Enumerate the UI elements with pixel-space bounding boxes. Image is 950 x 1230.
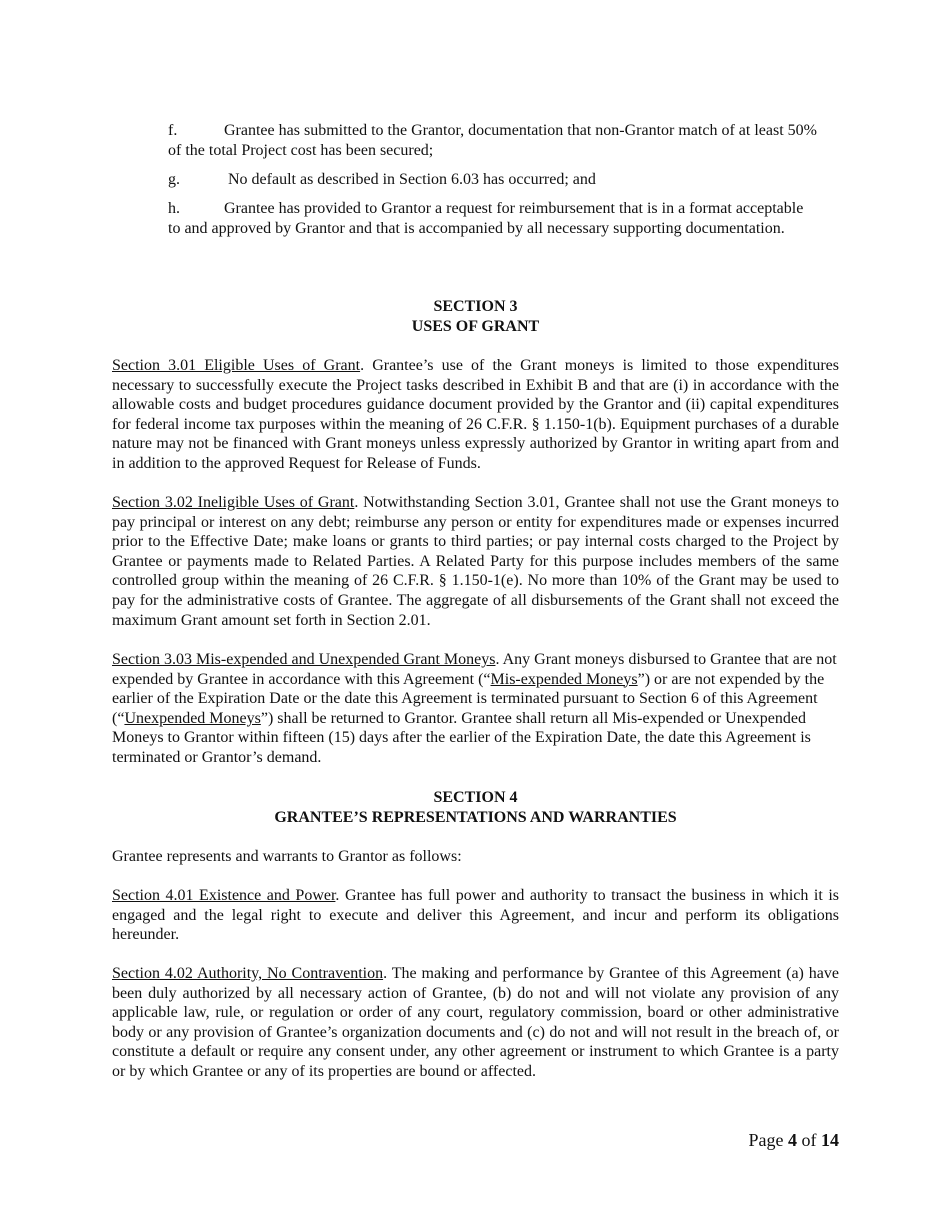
list-marker: h. (168, 200, 180, 217)
section-title: USES OF GRANT (411, 317, 540, 335)
section-3-02 (112, 493, 839, 630)
list-item-text: Grantee has submitted to the Grantor, documentation that non-Grantor match of at least 50% of the total Project cost has been secured; (168, 122, 817, 159)
clause-body: . The making and performance by Grantee of this Agreement (a) have been duly authorized by all necessary action of Grantee, (b) do not and will not violate any provision of any applicable law, rule, or regulation or order of any court, regulatory commission, board or other administrative body or any provision of Grantee’s organization documents and (c) do not and will not result in the breach of, or constitute a default or require any consent under, any other agreement or instrument to which Grantee is a party or by which Grantee or any of its properties are bound or affected. (112, 965, 840, 1080)
clause-body: . Notwithstanding Section 3.01, Grantee shall not use the Grant moneys to pay principal or interest on any debt; reimburse any person or entity for expenditures made or expenses incurred prior to the Effective Date; make loans or grants to third parties; or pay internal costs charged to the Project by Grantee or payments made to Related Parties. A Related Party for this purpose includes members of the same controlled group within the meaning of 26 C.F.R. § 1.150-1(e). No more than 10% of the Grant may be used to pay for the administrative costs of Grantee. The aggregate of all disbursements of the Grant shall not exceed the maximum Grant amount set forth in Section 2.01. (112, 494, 839, 629)
section-title: GRANTEE’S REPRESENTATIONS AND WARRANTIES (274, 808, 677, 826)
list-item-h (168, 199, 808, 238)
clause-title: Section 3.01 Eligible Uses of Grant (112, 357, 361, 374)
clause-title: Section 3.03 Mis-expended and Unexpended Grant Moneys (112, 651, 496, 668)
section-3-03 (112, 650, 842, 768)
defined-term: Unexpended Moneys (124, 709, 261, 727)
section-number: SECTION 4 (433, 789, 518, 806)
clause-body: . Grantee’s use of the Grant moneys is limited to those expenditures necessary to successfully execute the Project tasks described in Exhibit B and that are (i) in accordance with the allowable costs and budget procedures guidance document provided by the Grantor and (ii) capital expenditures for federal income tax purposes within the meaning of 26 C.F.R. § 1.150-1(b). Equipment purchases of a durable nature may not be financed with Grant moneys unless expressly authorized by Grantor in writing apart from and in addition to the approved Request for Release of Funds. (112, 357, 839, 472)
section-3-heading (112, 297, 839, 336)
clause-body-part1: . Any Grant moneys disbursed to Grantee that are not expended by Grantee in accordance with this Agreement (“ (112, 651, 837, 688)
list-item-text: Grantee has provided to Grantor a request for reimbursement that is in a format acceptable to and approved by Grantor and that is accompanied by all necessary supporting documentation. (168, 200, 804, 237)
list-item-f (168, 121, 828, 160)
clause-body-part3: ”) shall be returned to Grantor. Grantee shall return all Mis-expended or Unexpended Moneys to Grantor within fifteen (15) days after the earlier of the Expiration Date, the date this Agreement is terminated or Grantor’s demand. (112, 709, 811, 766)
section-4-02 (112, 964, 839, 1082)
section-4-intro: Grantee represents and warrants to Grantor as follows: (112, 848, 462, 865)
list-item-text: No default as described in Section 6.03 has occurred; and (224, 171, 596, 188)
section-number: SECTION 3 (433, 298, 518, 315)
clause-title: Section 4.02 Authority, No Contravention (112, 965, 384, 982)
clause-title: Section 4.01 Existence and Power (112, 887, 336, 904)
section-4-01 (112, 886, 839, 945)
page-number-footer (749, 1129, 840, 1151)
section-4-heading (112, 788, 839, 827)
list-item-g (168, 170, 828, 190)
of-word: of (797, 1130, 821, 1150)
clause-body-part2: ”) or are not expended by the earlier of the Expiration Date or the date this Agreement is terminated pursuant to Section 6 of this Agreement (“ (112, 670, 825, 727)
section-3-01 (112, 356, 839, 474)
clause-body: . Grantee has full power and authority to transact the business in which it is engaged and the legal right to execute and deliver this Agreement, and incur and perform its obligations hereunder. (112, 887, 839, 944)
page-total: 14 (821, 1130, 839, 1150)
list-marker: f. (168, 122, 178, 139)
clause-title: Section 3.02 Ineligible Uses of Grant (112, 494, 355, 511)
page-current: 4 (788, 1130, 797, 1150)
page-word: Page (748, 1130, 788, 1150)
list-marker: g. (168, 171, 180, 188)
defined-term: Mis-expended Moneys (490, 670, 638, 688)
